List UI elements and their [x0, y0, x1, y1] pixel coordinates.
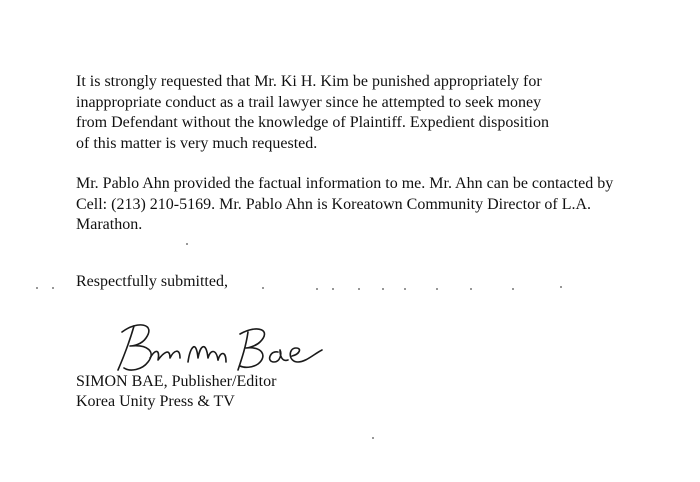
request-line-2: inappropriate conduct as a trail lawyer since he attempted to seek money [76, 93, 542, 111]
scan-speck [332, 288, 334, 290]
scan-speck [382, 288, 384, 290]
scan-speck [372, 437, 374, 439]
scan-speck [436, 288, 438, 290]
scan-speck [358, 288, 360, 290]
scan-speck [404, 288, 406, 290]
signature-text: Simon Bae [108, 318, 113, 319]
contact-paragraph [76, 174, 613, 236]
contact-line-1: Mr. Pablo Ahn provided the factual information to me. Mr. Ahn can be contacted by [76, 175, 614, 192]
scan-speck [36, 287, 38, 289]
scan-speck [186, 243, 188, 245]
request-line-1: It is strongly requested that Mr. Ki H. Kim be punished appropriately for [76, 73, 542, 90]
contact-line-3: Marathon. [76, 216, 143, 233]
scan-speck [52, 287, 54, 289]
scan-speck [512, 288, 514, 290]
scan-speck [560, 286, 562, 288]
request-line-3: from Defendant without the knowledge of Plaintiff. Expedient disposition [76, 114, 549, 131]
signer-organization: Korea Unity Press & TV [76, 393, 235, 410]
closing-salutation: Respectfully submitted, [76, 273, 228, 290]
scan-speck [316, 288, 318, 290]
request-paragraph [76, 72, 549, 154]
signer-name-title: SIMON BAE, Publisher/Editor [76, 373, 277, 390]
scan-speck [262, 287, 264, 289]
signer-block [76, 372, 276, 412]
scan-speck [470, 288, 472, 290]
contact-line-2: Cell: (213) 210-5169. Mr. Pablo Ahn is Koreatown Community Director of L.A. [76, 195, 592, 213]
request-line-4: of this matter is very much requested. [76, 134, 318, 152]
